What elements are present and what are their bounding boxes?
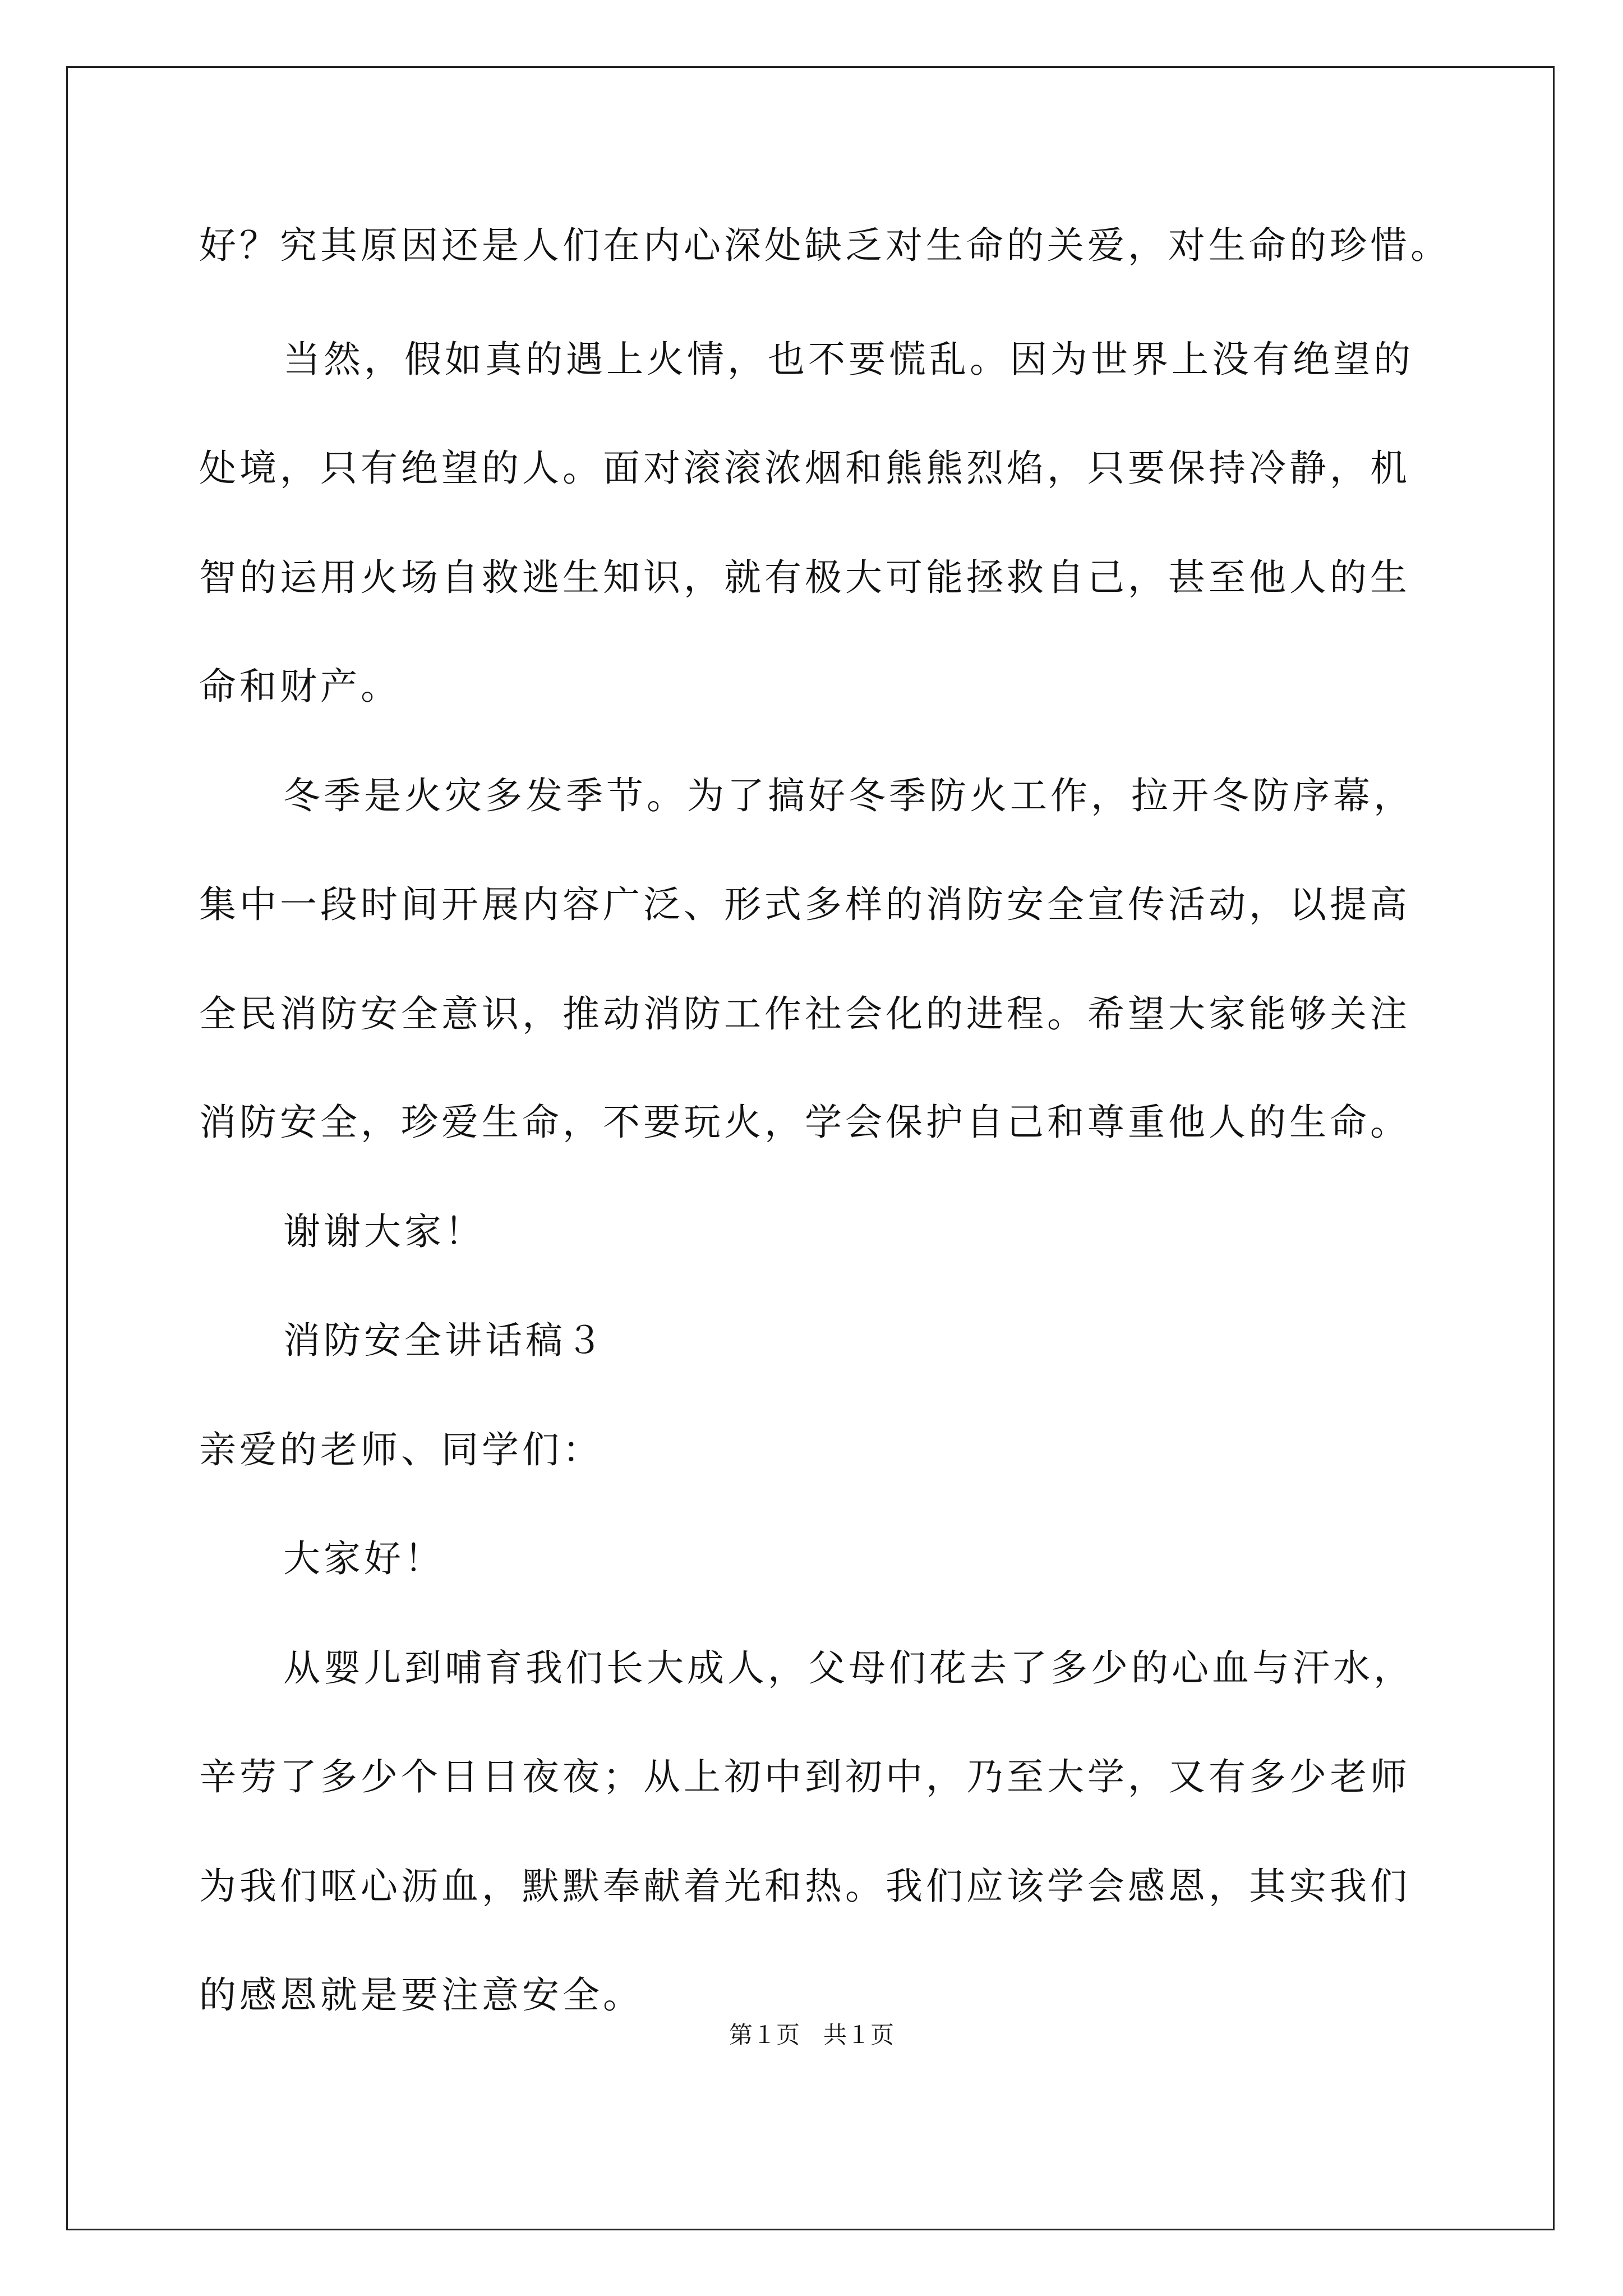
text-line: 从婴儿到哺育我们长大成人，父母们花去了多少的心血与汗水， bbox=[283, 1646, 1414, 1690]
text-line: 集中一段时间开展内容广泛、形式多样的消防安全宣传活动，以提高 bbox=[199, 883, 1410, 926]
text-line: 谢谢大家！ bbox=[283, 1210, 485, 1253]
text-line: 好？究其原因还是人们在内心深处缺乏对生命的关爱，对生命的珍惜。 bbox=[199, 224, 1451, 267]
section-heading: 消防安全讲话稿３ bbox=[283, 1319, 606, 1362]
text-line: 冬季是火灾多发季节。为了搞好冬季防火工作，拉开冬防序幕， bbox=[283, 774, 1414, 817]
page-number-footer: 第１页 共１页 bbox=[728, 2021, 894, 2049]
text-line: 处境，只有绝望的人。面对滚滚浓烟和熊熊烈焰，只要保持冷静，机 bbox=[199, 447, 1410, 490]
text-line: 的感恩就是要注意安全。 bbox=[199, 1973, 643, 2017]
salutation: 亲爱的老师、同学们： bbox=[199, 1428, 603, 1471]
text-line: 辛劳了多少个日日夜夜；从上初中到初中，乃至大学，又有多少老师 bbox=[199, 1755, 1410, 1798]
text-line: 为我们呕心沥血，默默奉献着光和热。我们应该学会感恩，其实我们 bbox=[199, 1865, 1410, 1908]
greeting: 大家好！ bbox=[283, 1537, 445, 1580]
text-line: 全民消防安全意识，推动消防工作社会化的进程。希望大家能够关注 bbox=[199, 992, 1410, 1036]
text-line: 消防安全，珍爱生命，不要玩火，学会保护自己和尊重他人的生命。 bbox=[199, 1101, 1410, 1144]
text-line: 命和财产。 bbox=[199, 665, 401, 708]
text-line: 智的运用火场自救逃生知识，就有极大可能拯救自己，甚至他人的生 bbox=[199, 556, 1410, 599]
text-line: 当然，假如真的遇上火情，也不要慌乱。因为世界上没有绝望的 bbox=[283, 338, 1414, 381]
